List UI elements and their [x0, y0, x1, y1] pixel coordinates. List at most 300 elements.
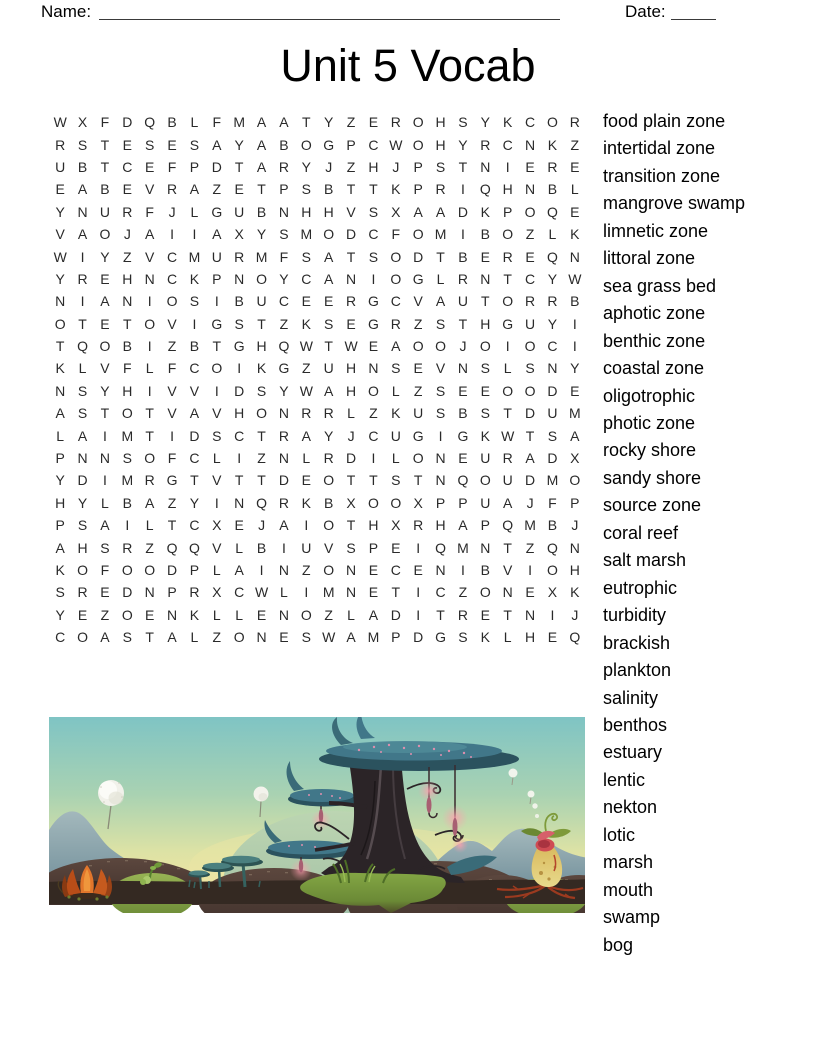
grid-letter: I [214, 293, 219, 310]
grid-letter: H [480, 315, 491, 332]
word-list-item: coastal zone [603, 358, 705, 379]
grid-letter: B [189, 338, 200, 355]
grid-letter: T [481, 293, 490, 310]
grid-letter: O [300, 606, 312, 623]
grid-letter: M [524, 517, 536, 534]
grid-letter: S [301, 629, 311, 646]
grid-letter: R [547, 158, 558, 175]
grid-letter: T [78, 315, 87, 332]
grid-letter: I [192, 226, 197, 243]
grid-letter: A [100, 293, 110, 310]
grid-letter: I [125, 517, 130, 534]
grid-letter: R [390, 114, 401, 131]
grid-letter: H [368, 517, 379, 534]
grid-letter: R [435, 181, 446, 198]
grid-letter: G [502, 315, 514, 332]
word-list-item: salinity [603, 687, 659, 708]
grid-letter: N [144, 270, 155, 287]
grid-letter: N [55, 293, 66, 310]
word-list-item: transition zone [603, 165, 721, 186]
grid-letter: T [190, 472, 199, 489]
grid-letter: T [302, 114, 311, 131]
grid-letter: C [189, 360, 200, 377]
grid-letter: V [435, 360, 446, 377]
grid-letter: E [458, 382, 468, 399]
grid-letter: O [99, 226, 111, 243]
grid-letter: C [189, 450, 200, 467]
grid-letter: I [505, 338, 510, 355]
grid-letter: S [480, 360, 490, 377]
grid-letter: K [391, 405, 401, 422]
grid-letter: B [324, 181, 334, 198]
grid-letter: B [458, 405, 468, 422]
grid-letter: B [547, 517, 558, 534]
grid-letter: R [569, 114, 580, 131]
grid-letter: G [367, 315, 379, 332]
grid-letter: A [324, 382, 334, 399]
grid-letter: R [457, 270, 468, 287]
grid-letter: E [55, 181, 65, 198]
grid-letter: O [99, 338, 111, 355]
grid-letter: I [259, 562, 264, 578]
date-blank-line[interactable] [671, 4, 716, 20]
grid-letter: R [278, 158, 289, 175]
grid-letter: H [256, 338, 267, 355]
grid-letter: X [346, 494, 356, 511]
grid-letter: A [525, 450, 535, 467]
grid-letter: Y [256, 226, 267, 243]
grid-letter: P [570, 494, 580, 511]
grid-letter: J [392, 158, 400, 175]
grid-letter: A [256, 136, 267, 153]
grid-letter: D [278, 472, 289, 489]
grid-letter: A [346, 629, 356, 646]
grid-letter: A [279, 114, 289, 131]
grid-letter: A [145, 494, 155, 511]
grid-letter: W [299, 382, 313, 399]
grid-letter: S [77, 517, 88, 534]
grid-letter: J [459, 338, 467, 355]
grid-letter: X [570, 450, 580, 467]
grid-letter: A [167, 629, 177, 646]
grid-letter: V [503, 562, 513, 578]
grid-letter: V [212, 472, 222, 489]
grid-letter: Z [413, 382, 423, 399]
grid-letter: H [77, 539, 88, 556]
grid-letter: T [346, 248, 356, 265]
word-list-item: littoral zone [603, 248, 696, 269]
grid-letter: U [457, 293, 468, 310]
grid-letter: L [212, 606, 221, 623]
grid-letter: F [145, 203, 154, 220]
grid-letter: D [167, 562, 178, 578]
word-list-item: swamp [603, 907, 661, 928]
grid-letter: O [367, 494, 379, 511]
grid-letter: F [212, 114, 222, 131]
grid-letter: Y [458, 136, 468, 153]
grid-letter: T [324, 338, 333, 355]
grid-letter: I [550, 606, 555, 623]
grid-letter: L [190, 203, 199, 220]
grid-letter: W [299, 338, 313, 355]
grid-letter: F [100, 114, 110, 131]
grid-letter: V [145, 248, 155, 265]
grid-letter: A [301, 427, 311, 444]
grid-letter: U [256, 293, 267, 310]
grid-letter: C [525, 114, 536, 131]
grid-letter: Z [346, 114, 356, 131]
grid-letter: I [438, 427, 443, 444]
grid-letter: A [368, 606, 379, 623]
grid-letter: F [167, 450, 177, 467]
grid-letter: K [55, 562, 65, 578]
grid-letter: V [413, 293, 423, 310]
grid-letter: W [322, 629, 336, 646]
grid-letter: R [502, 450, 513, 467]
grid-letter: J [168, 203, 176, 220]
grid-letter: G [367, 293, 379, 310]
grid-letter: J [325, 158, 333, 175]
grid-letter: R [234, 248, 245, 265]
grid-letter: P [55, 450, 65, 467]
grid-letter: F [123, 360, 132, 377]
grid-letter: V [145, 181, 155, 198]
grid-letter: Y [234, 136, 244, 153]
grid-letter: T [458, 158, 468, 175]
word-list-item: rocky shore [603, 440, 697, 461]
grid-letter: A [503, 494, 513, 511]
grid-letter: P [458, 494, 468, 511]
grid-letter: E [145, 606, 155, 623]
grid-letter: J [526, 494, 534, 511]
grid-letter: O [412, 114, 424, 131]
grid-letter: W [568, 270, 582, 287]
grid-letter: L [212, 562, 221, 578]
grid-letter: O [390, 248, 402, 265]
grid-letter: I [192, 315, 197, 332]
grid-letter: T [257, 181, 266, 198]
grid-letter: E [100, 584, 110, 601]
grid-letter: N [457, 360, 468, 377]
grid-letter: T [257, 315, 266, 332]
grid-letter: S [301, 248, 311, 265]
grid-letter: L [56, 427, 65, 444]
grid-letter: F [548, 494, 557, 511]
grid-letter: Z [525, 226, 535, 243]
grid-letter: C [502, 136, 513, 153]
grid-letter: E [346, 315, 356, 332]
grid-letter: W [254, 584, 269, 601]
grid-letter: R [323, 450, 334, 467]
grid-letter: C [189, 517, 200, 534]
grid-letter: N [525, 136, 536, 153]
grid-letter: W [53, 114, 67, 131]
grid-letter: H [55, 494, 66, 511]
grid-letter: E [368, 584, 379, 601]
word-list-item: coral reef [603, 522, 679, 543]
grid-letter: T [458, 315, 468, 332]
grid-letter: A [77, 181, 88, 198]
grid-letter: D [234, 382, 245, 399]
grid-letter: L [78, 360, 87, 377]
grid-letter: Z [167, 338, 177, 355]
grid-letter: U [390, 427, 401, 444]
grid-letter: A [100, 517, 110, 534]
grid-letter: T [525, 427, 535, 444]
grid-letter: Y [570, 360, 580, 377]
grid-letter: I [102, 472, 107, 489]
grid-letter: K [480, 203, 490, 220]
grid-letter: L [391, 382, 400, 399]
grid-letter: H [346, 382, 357, 399]
grid-letter: T [145, 427, 154, 444]
grid-letter: S [122, 629, 132, 646]
grid-letter: C [547, 338, 558, 355]
word-list-item: nekton [603, 797, 658, 818]
grid-letter: A [189, 181, 200, 198]
grid-letter: R [55, 136, 66, 153]
word-list-item: plankton [603, 660, 672, 681]
grid-letter: H [346, 360, 357, 377]
page-title: Unit 5 Vocab [280, 40, 536, 91]
grid-letter: D [547, 382, 558, 399]
grid-letter: O [166, 293, 178, 310]
grid-letter: U [413, 405, 424, 422]
grid-letter: Q [569, 629, 581, 646]
word-list-item: turbidity [603, 605, 667, 626]
grid-letter: Q [457, 472, 469, 489]
grid-letter: T [503, 539, 512, 556]
grid-letter: O [435, 338, 446, 355]
grid-letter: E [324, 293, 334, 310]
word-list-item: benthic zone [603, 330, 706, 351]
grid-letter: Z [100, 606, 110, 623]
grid-letter: I [237, 360, 242, 377]
grid-letter: N [77, 203, 88, 220]
grid-letter: Y [100, 248, 110, 265]
grid-letter: T [100, 136, 110, 153]
grid-letter: Z [324, 606, 333, 623]
grid-letter: X [391, 517, 401, 534]
grid-letter: G [412, 427, 424, 444]
word-list-item: benthos [603, 714, 668, 735]
word-list-item: sandy shore [603, 467, 702, 488]
grid-letter: C [368, 226, 379, 243]
grid-letter: S [301, 181, 311, 198]
grid-letter: N [167, 606, 178, 623]
grid-letter: Y [189, 494, 200, 511]
grid-letter: P [413, 181, 423, 198]
grid-letter: D [413, 629, 424, 646]
grid-letter: N [278, 606, 289, 623]
grid-letter: R [480, 136, 491, 153]
grid-letter: T [257, 472, 266, 489]
word-list-item: salt marsh [603, 550, 687, 571]
grid-letter: H [435, 136, 446, 153]
grid-letter: D [346, 450, 357, 467]
grid-letter: A [189, 405, 200, 422]
grid-letter: S [145, 136, 155, 153]
grid-letter: B [234, 293, 244, 310]
word-list-item: sea grass bed [603, 275, 717, 296]
grid-letter: K [189, 606, 200, 623]
grid-letter: V [55, 226, 65, 243]
grid-letter: N [234, 270, 245, 287]
grid-letter: L [570, 181, 579, 198]
grid-letter: L [145, 360, 154, 377]
grid-letter: Q [256, 494, 267, 511]
grid-letter: A [55, 405, 65, 422]
grid-letter: Q [546, 203, 558, 220]
grid-letter: S [189, 293, 200, 310]
grid-letter: A [435, 203, 446, 220]
grid-letter: Y [480, 114, 490, 131]
grid-letter: Z [570, 136, 580, 153]
grid-letter: D [122, 584, 133, 601]
grid-letter: N [346, 584, 357, 601]
grid-letter: P [346, 136, 356, 153]
grid-letter: I [460, 562, 465, 578]
grid-letter: E [547, 629, 558, 646]
grid-letter: R [390, 315, 401, 332]
grid-letter: T [436, 606, 445, 623]
grid-letter: T [503, 606, 512, 623]
grid-letter: L [235, 539, 244, 556]
grid-letter: O [54, 315, 66, 332]
grid-letter: I [416, 606, 421, 623]
grid-letter: L [190, 114, 199, 131]
grid-letter: O [121, 405, 133, 422]
word-list-item: estuary [603, 742, 663, 763]
grid-letter: D [547, 450, 558, 467]
grid-letter: N [569, 248, 580, 265]
grid-letter: Q [546, 248, 558, 265]
grid-letter: N [502, 584, 513, 601]
grid-letter: K [301, 315, 311, 332]
grid-letter: N [99, 450, 110, 467]
grid-letter: A [234, 562, 244, 578]
word-list-item: food plain zone [603, 111, 726, 131]
grid-letter: X [212, 584, 222, 601]
grid-letter: P [391, 629, 401, 646]
grid-letter: I [237, 450, 242, 467]
grid-letter: Y [324, 114, 334, 131]
grid-letter: W [344, 338, 358, 355]
grid-letter: A [100, 629, 110, 646]
grid-letter: T [503, 270, 512, 287]
grid-letter: N [569, 539, 580, 556]
grid-letter: C [390, 293, 401, 310]
grid-letter: R [144, 472, 155, 489]
grid-letter: J [258, 517, 266, 534]
grid-letter: G [457, 427, 469, 444]
grid-letter: U [323, 360, 334, 377]
grid-letter: E [301, 472, 311, 489]
grid-letter: T [346, 472, 356, 489]
grid-letter: B [167, 114, 177, 131]
grid-letter: A [279, 517, 289, 534]
word-list-item: intertidal zone [603, 138, 716, 159]
grid-letter: N [278, 450, 289, 467]
grid-letter: K [570, 584, 580, 601]
grid-letter: T [413, 472, 423, 489]
grid-letter: F [100, 562, 110, 578]
grid-letter: L [347, 405, 355, 422]
grid-letter: E [301, 293, 311, 310]
grid-letter: C [368, 427, 379, 444]
grid-letter: R [502, 248, 513, 265]
grid-letter: Z [302, 360, 311, 377]
grid-letter: Z [458, 584, 468, 601]
grid-letter: N [234, 494, 245, 511]
grid-letter: X [234, 226, 244, 243]
grid-letter: O [412, 338, 424, 355]
grid-letter: E [525, 248, 535, 265]
grid-letter: L [503, 360, 512, 377]
word-list-item: mouth [603, 879, 654, 900]
grid-letter: Q [166, 539, 178, 556]
grid-letter: N [480, 270, 491, 287]
grid-letter: D [457, 203, 468, 220]
grid-letter: B [279, 136, 289, 153]
grid-letter: G [211, 315, 223, 332]
name-blank-line[interactable] [99, 4, 560, 20]
grid-letter: M [188, 248, 201, 265]
grid-letter: B [547, 181, 558, 198]
grid-letter: L [503, 629, 512, 646]
grid-letter: O [412, 136, 424, 153]
grid-letter: S [391, 360, 401, 377]
puzzle-grid [49, 111, 586, 648]
grid-letter: K [391, 181, 401, 198]
grid-letter: A [212, 226, 222, 243]
grid-letter: N [55, 382, 66, 399]
grid-letter: S [547, 427, 558, 444]
grid-letter: O [323, 517, 335, 534]
grid-letter: O [502, 226, 514, 243]
grid-letter: S [212, 427, 222, 444]
grid-letter: P [503, 203, 513, 220]
grid-letter: J [123, 226, 131, 243]
grid-letter: S [525, 360, 535, 377]
grid-letter: M [546, 472, 559, 489]
grid-letter: C [167, 248, 178, 265]
grid-letter: I [460, 181, 465, 198]
grid-letter: X [413, 494, 423, 511]
grid-letter: T [257, 427, 266, 444]
grid-letter: T [346, 517, 356, 534]
grid-letter: N [435, 450, 446, 467]
grid-letter: G [323, 136, 335, 153]
grid-letter: C [234, 584, 245, 601]
grid-letter: E [145, 158, 155, 175]
grid-letter: H [234, 405, 245, 422]
grid-letter: N [480, 539, 491, 556]
grid-letter: L [235, 606, 244, 623]
grid-letter: P [189, 562, 200, 578]
grid-letter: N [256, 629, 267, 646]
grid-letter: D [211, 158, 222, 175]
grid-letter: Z [369, 405, 378, 422]
grid-letter: L [391, 450, 400, 467]
grid-letter: D [525, 472, 536, 489]
grid-letter: O [367, 382, 379, 399]
grid-letter: E [167, 136, 177, 153]
grid-letter: I [460, 226, 465, 243]
grid-letter: S [346, 539, 356, 556]
grid-letter: E [122, 181, 132, 198]
grid-letter: M [568, 405, 581, 422]
